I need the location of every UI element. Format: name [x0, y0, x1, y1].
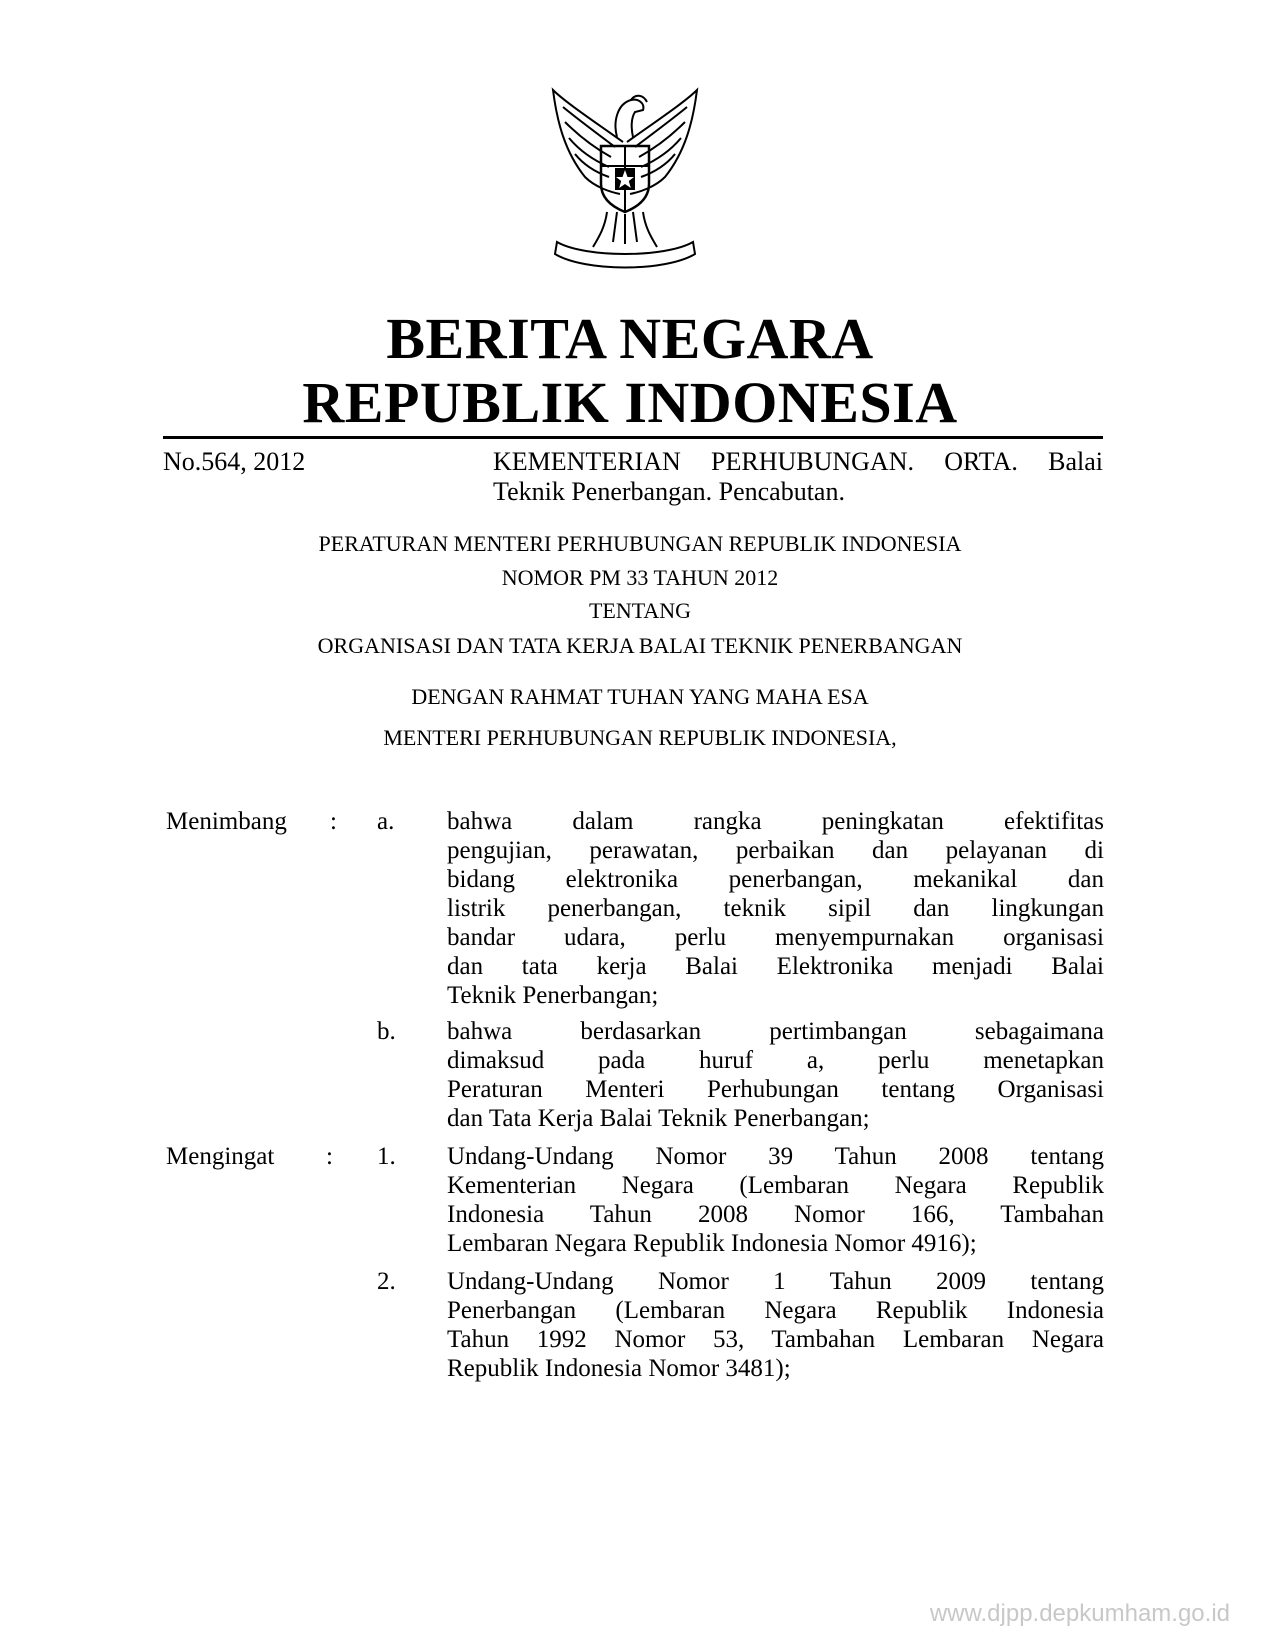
regulation-grace: DENGAN RAHMAT TUHAN YANG MAHA ESA	[411, 684, 869, 709]
issue-subject	[493, 447, 1103, 507]
paragraph-line: pengujian, perawatan, perbaikan dan pelayanan di	[447, 837, 1104, 864]
menimbang-item-a	[447, 807, 1104, 1010]
mengingat-colon: :	[326, 1143, 333, 1170]
menimbang-label: Menimbang	[166, 808, 287, 835]
paragraph-line: dimaksud pada huruf a, perlu menetapkan	[447, 1047, 1104, 1074]
menimbang-colon: :	[330, 808, 337, 835]
paragraph-line: Peraturan Menteri Perhubungan tentang Organisasi	[447, 1076, 1104, 1103]
mengingat-label: Mengingat	[166, 1143, 275, 1170]
regulation-issuer: MENTERI PERHUBUNGAN REPUBLIK INDONESIA,	[383, 725, 897, 750]
issue-subject-line: Teknik Penerbangan. Pencabutan.	[493, 477, 845, 506]
regulation-title: PERATURAN MENTERI PERHUBUNGAN REPUBLIK INDONESIA	[318, 531, 962, 556]
paragraph-line: dan tata kerja Balai Elektronika menjadi Balai	[447, 953, 1104, 980]
regulation-number: NOMOR PM 33 TAHUN 2012	[501, 565, 779, 590]
mengingat-item-marker: 1.	[377, 1143, 396, 1170]
menimbang-item-marker: b.	[377, 1018, 396, 1045]
paragraph-line: dan Tata Kerja Balai Teknik Penerbangan;	[447, 1105, 870, 1132]
regulation-about: TENTANG	[588, 598, 692, 623]
paragraph-line: bahwa dalam rangka peningkatan efektifitas	[447, 808, 1104, 835]
masthead-subtitle: REPUBLIK INDONESIA	[302, 370, 958, 435]
paragraph-line: listrik penerbangan, teknik sipil dan lingkungan	[447, 895, 1104, 922]
issue-number: No.564, 2012	[163, 447, 306, 476]
menimbang-item-marker: a.	[377, 808, 395, 835]
paragraph-line: Teknik Penerbangan;	[447, 982, 659, 1009]
masthead-title: BERITA NEGARA	[386, 306, 874, 371]
paragraph-line: Penerbangan (Lembaran Negara Republik Indonesia	[447, 1297, 1104, 1324]
mengingat-item-1	[447, 1142, 1104, 1258]
masthead-divider	[163, 436, 1103, 439]
garuda-emblem-icon	[535, 82, 715, 282]
mengingat-item-2	[447, 1267, 1104, 1383]
menimbang-item-b	[447, 1017, 1104, 1133]
source-watermark: www.djpp.depkumham.go.id	[929, 1600, 1230, 1627]
paragraph-line: bahwa berdasarkan pertimbangan sebagaimana	[447, 1018, 1104, 1045]
regulation-subject: ORGANISASI DAN TATA KERJA BALAI TEKNIK PENERBANGAN	[317, 633, 963, 658]
paragraph-line: Indonesia Tahun 2008 Nomor 166, Tambahan	[447, 1201, 1104, 1228]
paragraph-line: Lembaran Negara Republik Indonesia Nomor 4916);	[447, 1230, 977, 1257]
paragraph-line: Undang-Undang Nomor 1 Tahun 2009 tentang	[447, 1268, 1104, 1295]
paragraph-line: bidang elektronika penerbangan, mekanikal dan	[447, 866, 1104, 893]
mengingat-item-marker: 2.	[377, 1268, 396, 1295]
paragraph-line: Undang-Undang Nomor 39 Tahun 2008 tentang	[447, 1143, 1104, 1170]
paragraph-line: Kementerian Negara (Lembaran Negara Republik	[447, 1172, 1104, 1199]
paragraph-line: Tahun 1992 Nomor 53, Tambahan Lembaran Negara	[447, 1326, 1104, 1353]
paragraph-line: Republik Indonesia Nomor 3481);	[447, 1355, 791, 1382]
paragraph-line: bandar udara, perlu menyempurnakan organisasi	[447, 924, 1104, 951]
issue-subject-line: KEMENTERIAN PERHUBUNGAN. ORTA. Balai	[493, 447, 1103, 476]
